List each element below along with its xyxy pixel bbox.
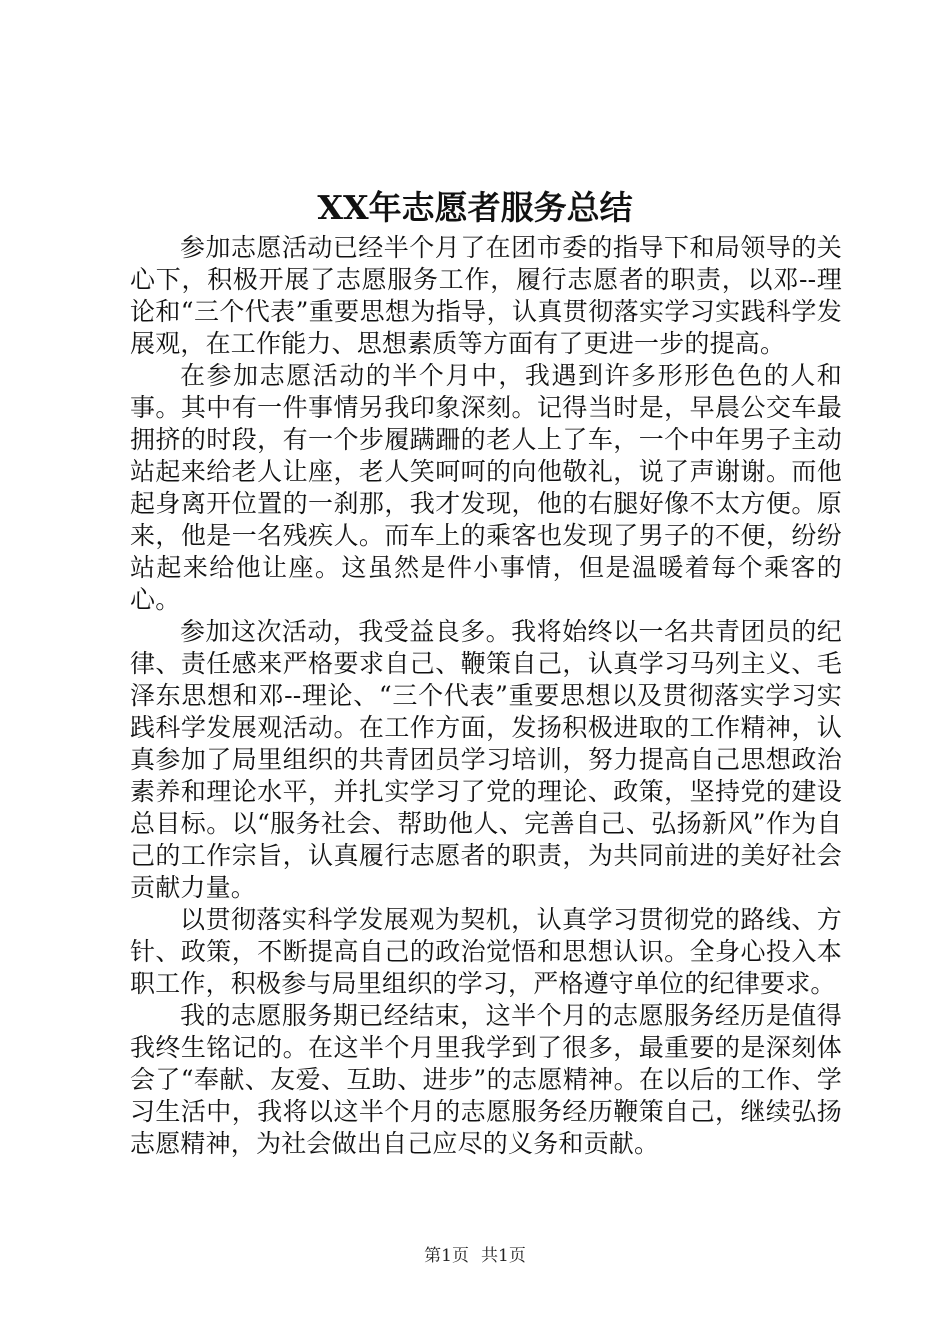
page-total: 共1页 [481, 1246, 526, 1266]
paragraph-1: 参加志愿活动已经半个月了在团市委的指导下和局领导的关心下，积极开展了志愿服务工作，履行志愿者的职责，以邓--理论和“三个代表”重要思想为指导，认真贯彻落实学习实践科学发展观，在工作能力、思想素质等方面有了更进一步的提高。 [130, 233, 842, 358]
paragraph-5: 我的志愿服务期已经结束，这半个月的志愿服务经历是值得我终生铭记的。在这半个月里我学到了很多，最重要的是深刻体会了“奉献、友爱、互助、进步”的志愿精神。在以后的工作、学习生活中，我将以这半个月的志愿服务经历鞭策自己，继续弘扬志愿精神，为社会做出自己应尽的义务和贡献。 [130, 1001, 842, 1158]
paragraph-3: 参加这次活动，我受益良多。我将始终以一名共青团员的纪律、责任感来严格要求自己、鞭策自己，认真学习马列主义、毛泽东思想和邓--理论、“三个代表”重要思想以及贯彻落实学习实践科学发展观活动。在工作方面，发扬积极进取的工作精神，认真参加了局里组织的共青团员学习培训，努力提高自己思想政治素养和理论水平，并扎实学习了党的理论、政策，坚持党的建设总目标。以“服务社会、帮助他人、完善自己、弘扬新风”作为自己的工作宗旨，认真履行志愿者的职责，为共同前进的美好社会贡献力量。 [130, 617, 842, 902]
document-body [130, 232, 842, 1160]
document-title: XX年志愿者服务总结 [317, 188, 633, 227]
page-number: 第1页 [424, 1246, 469, 1266]
paragraph-4: 以贯彻落实科学发展观为契机，认真学习贯彻党的路线、方针、政策，不断提高自己的政治觉悟和思想认识。全身心投入本职工作，积极参与局里组织的学习，严格遵守单位的纪律要求。 [130, 905, 842, 998]
paragraph-2: 在参加志愿活动的半个月中，我遇到许多形形色色的人和事。其中有一件事情另我印象深刻。记得当时是，早晨公交车最拥挤的时段，有一个步履蹒跚的老人上了车，一个中年男子主动站起来给老人让座，老人笑呵呵的向他敬礼，说了声谢谢。而他起身离开位置的一刹那，我才发现，他的右腿好像不太方便。原来，他是一名残疾人。而车上的乘客也发现了男子的不便，纷纷站起来给他让座。这虽然是件小事情，但是温暖着每个乘客的心。 [130, 361, 842, 614]
page-footer [0, 1244, 950, 1268]
